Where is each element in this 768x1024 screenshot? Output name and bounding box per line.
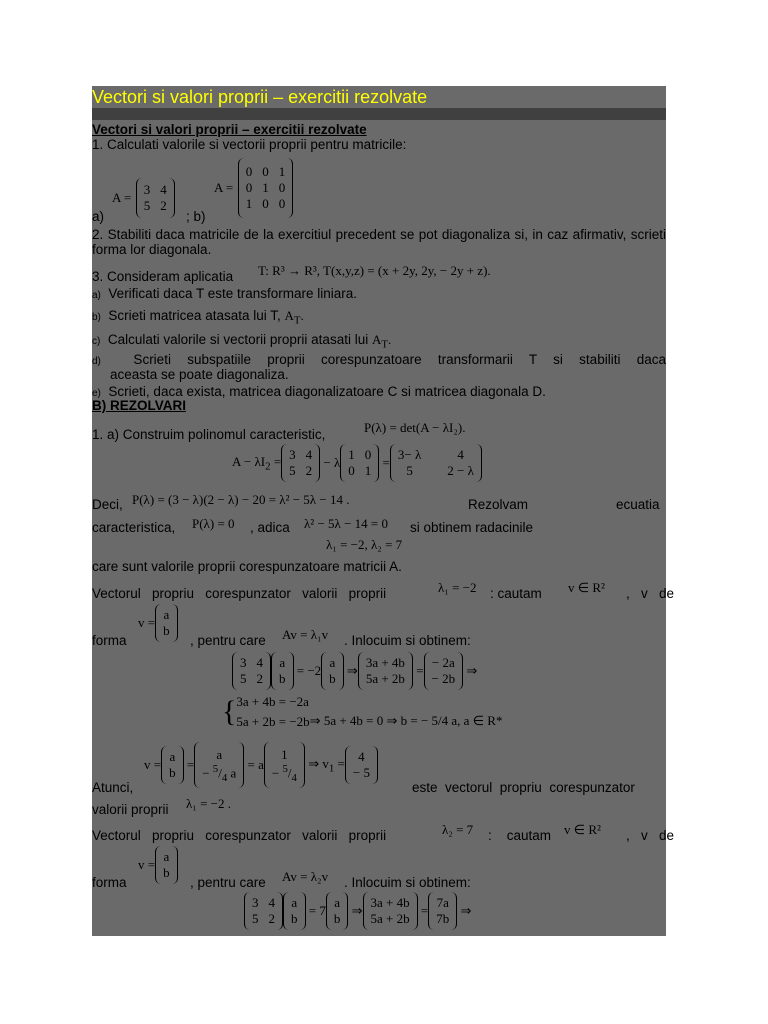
matrix-cell: 1 <box>262 180 269 195</box>
obtinem-label: si obtinem radacinile <box>410 520 534 535</box>
matrix-cell: 0 <box>278 196 286 211</box>
r1-text: 1. a) Construim polinomul caracteristic, <box>92 427 326 442</box>
inlocuim-label-2: . Inlocuim si obtinem: <box>344 875 471 890</box>
caract-label: caracteristica, <box>92 520 176 535</box>
vp1-text: Vectorul propriu corespunzator valorii proprii <box>92 586 387 601</box>
document-page <box>92 86 675 936</box>
matrix-cell: 1 <box>245 196 253 211</box>
matrix-b: A = 0 0 1 0 1 0 1 0 0 <box>214 158 293 218</box>
care-text: care sunt valorile proprii corespunzatoare matricii A. <box>92 559 402 574</box>
system-1: { 3a + 4b = −2a 5a + 2b = −2b ⇒ 5a + 4b = 0 ⇒ b = − 5/4 a, a ∈ R* <box>222 694 503 729</box>
v-vector-2: v = a b <box>138 846 178 884</box>
document-title: Vectori si valori proprii – exercitii rezolvate <box>92 87 428 107</box>
atunci-label: Atunci, <box>92 780 134 795</box>
valorii-label: valorii proprii <box>92 802 169 817</box>
matrix-cell: 3 <box>143 182 151 197</box>
matrix-cell: 0 <box>278 180 286 195</box>
q3-map: T: R³ → R³, T(x,y,z) = (x + 2y, 2y, − 2y + z). <box>258 263 491 278</box>
av2: Av = λ₂v <box>282 869 329 884</box>
cautam-label: : cautam <box>490 586 542 601</box>
question-1: 1. Calculati valorile si vectorii proprii pentru matricile: <box>92 137 407 152</box>
vp1-lambda: λ₁ = −2 <box>438 580 477 595</box>
adica-label: , adica <box>250 520 290 535</box>
item-d-cont: aceasta se poate diagonaliza. <box>110 367 289 382</box>
matrix-cell: 2 <box>160 198 167 213</box>
pentru-care-label: , pentru care <box>190 633 266 648</box>
title-divider <box>92 108 666 120</box>
char-matrix-eq: $A - \lambda I_2$ = 3 4 5 2 − λ 1 0 0 1 = 3− λ 4 5 2 − λ <box>232 444 482 482</box>
item-c: c) Calculati valorile si vectorii proprii atasati lui $A_T$. <box>92 332 392 351</box>
deci-label: Deci, <box>92 497 123 512</box>
item-b: b) Scrieti matricea atasata lui T, $A_T$. <box>92 308 304 327</box>
vde-label: , v de <box>626 586 675 601</box>
lambda1-final: λ₁ = −2 . <box>186 796 231 811</box>
question-3: 3. Consideram aplicatia <box>92 269 234 284</box>
q1-b-label: ; b) <box>186 209 206 224</box>
cautam-label-2: : cautam <box>488 828 552 843</box>
item-e: e) Scrieti, daca exista, matricea diagonalizatoare C si matricea diagonala D. <box>92 384 546 399</box>
matrix-a: A = 3 4 5 2 <box>112 178 175 218</box>
av1: Av = λ₁v <box>282 627 329 642</box>
matrix-cell: 0 <box>245 164 253 179</box>
adica-math: λ² − 5λ − 14 = 0 <box>304 516 388 531</box>
v-in-r2-2: v ∈ R² <box>564 822 601 837</box>
caract-math: P(λ) = 0 <box>192 516 235 531</box>
forma-label: forma <box>92 633 127 648</box>
matrix-cell: 1 <box>278 164 286 179</box>
matrix-cell: 0 <box>262 164 269 179</box>
item-a: a) Verificati daca T este transformare liniara. <box>92 286 358 301</box>
roots: λ₁ = −2, λ₂ = 7 <box>326 537 403 552</box>
vde-label-2: , v de <box>626 828 675 843</box>
matrix-cell: 4 <box>160 182 167 197</box>
q1-a-label: a) <box>92 209 105 224</box>
eq-chain-2: 3 4 5 2 a b = 7 a b ⇒ 3a + 4b 5a + 2b = 7a 7b ⇒ <box>244 892 471 930</box>
rezolvari-heading: B) REZOLVARI <box>92 398 186 413</box>
forma-label-2: forma <box>92 875 127 890</box>
este-vector-text: este vectorul propriu corespunzator <box>412 780 635 795</box>
matrix-cell: 5 <box>143 198 151 213</box>
matrix-cell: 0 <box>245 180 253 195</box>
deci-math: P(λ) = (3 − λ)(2 − λ) − 20 = λ² − 5λ − 14 . <box>132 492 350 507</box>
v1-derivation: v = a b = a − $^5/_4$ a = a 1 − $^5/_4$ ⇒ $v_1$ = 4 − 5 <box>144 742 378 788</box>
pentru-care-label-2: , pentru care <box>190 875 266 890</box>
eq-chain-1: 3 4 5 2 a b = −2 a b ⇒ 3a + 4b 5a + 2b = − 2a − 2b ⇒ <box>232 652 477 690</box>
inlocuim-label: . Inlocuim si obtinem: <box>344 633 471 648</box>
section-heading: Vectori si valori proprii – exercitii rezolvate <box>92 122 367 137</box>
item-d: d) Scrieti subspatiile proprii corespunzatoare transformarii T si stabiliti daca <box>92 352 666 367</box>
v-vector-1: v = a b <box>138 604 178 642</box>
matrix-cell: 0 <box>262 196 269 211</box>
v-in-r2: v ∈ R² <box>568 580 605 595</box>
vp2-text: Vectorul propriu corespunzator valorii proprii <box>92 828 387 843</box>
question-2: 2. Stabiliti daca matricile de la exercitiul precedent se pot diagonaliza si, in caz afirmativ, scrieti forma lor diagonala. <box>92 227 666 257</box>
r1-math: P(λ) = det(A − λI₂). <box>364 420 466 435</box>
question-3-items <box>92 286 666 400</box>
ecuatia-label: ecuatia <box>616 497 660 512</box>
vp2-lambda: λ₂ = 7 <box>442 822 474 837</box>
rezolvam-label: Rezolvam <box>468 497 529 512</box>
